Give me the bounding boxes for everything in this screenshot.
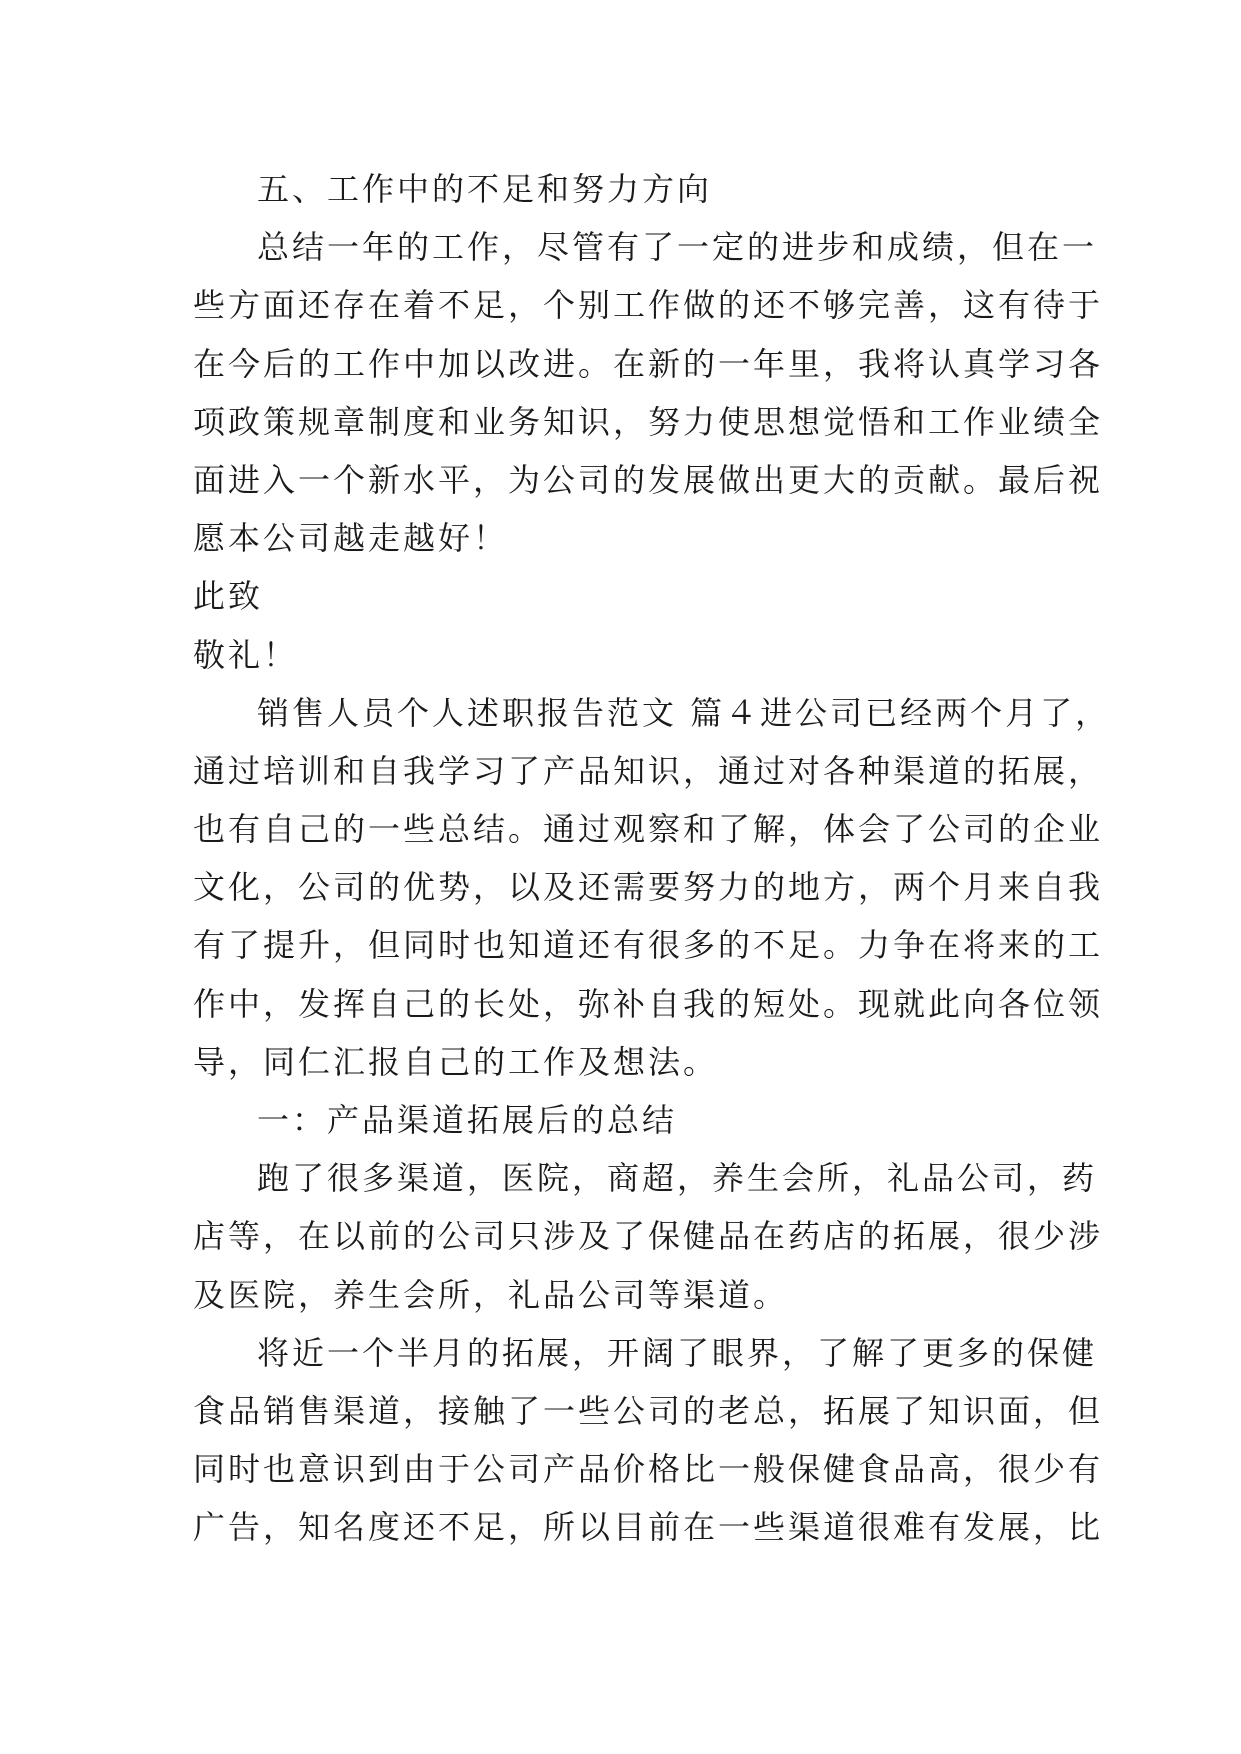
text-line: 文化，公司的优势，以及还需要努力的地方，两个月来自我 (193, 868, 1104, 907)
text-line: 食品销售渠道，接触了一些公司的老总，拓展了知识面，但 (193, 1391, 1104, 1430)
document-body (193, 160, 1111, 1557)
text-line: 愿本公司越走越好！ (193, 519, 509, 558)
text-line: 店等，在以前的公司只涉及了保健品在药店的拓展，很少涉 (193, 1217, 1104, 1256)
text-line: 也有自己的一些总结。通过观察和了解，体会了公司的企业 (193, 810, 1104, 849)
text-line: 作中，发挥自己的长处，弥补自我的短处。现就此向各位领 (193, 984, 1104, 1023)
text-line: 面进入一个新水平，为公司的发展做出更大的贡献。最后祝 (193, 460, 1104, 499)
text-line: 总结一年的工作，尽管有了一定的进步和成绩，但在一 (257, 228, 1098, 267)
text-line: 将近一个半月的拓展，开阔了眼界，了解了更多的保健 (257, 1333, 1098, 1372)
text-line: 销售人员个人述职报告范文 篇４进公司已经两个月了， (257, 693, 1111, 732)
text-line: 五、工作中的不足和努力方向 (257, 170, 713, 208)
text-line: 广告，知名度还不足，所以目前在一些渠道很难有发展，比 (193, 1508, 1104, 1547)
text-line: 些方面还存在着不足，个别工作做的还不够完善，这有待于 (193, 286, 1104, 325)
text-line: 在今后的工作中加以改进。在新的一年里，我将认真学习各 (193, 344, 1104, 383)
text-line: 项政策规章制度和业务知识，努力使思想觉悟和工作业绩全 (193, 402, 1104, 441)
text-line: 一：产品渠道拓展后的总结 (257, 1101, 678, 1139)
text-line: 有了提升，但同时也知道还有很多的不足。力争在将来的工 (193, 926, 1104, 965)
text-line: 通过培训和自我学习了产品知识，通过对各种渠道的拓展， (193, 751, 1104, 790)
text-line: 导，同仁汇报自己的工作及想法。 (193, 1042, 719, 1081)
text-line: 同时也意识到由于公司产品价格比一般保健食品高，很少有 (193, 1450, 1104, 1489)
text-line: 敬礼！ (193, 635, 299, 674)
text-line: 此致 (193, 577, 264, 616)
text-line: 跑了很多渠道，医院，商超，养生会所，礼品公司，药 (257, 1159, 1098, 1198)
text-line: 及医院，养生会所，礼品公司等渠道。 (193, 1275, 789, 1314)
